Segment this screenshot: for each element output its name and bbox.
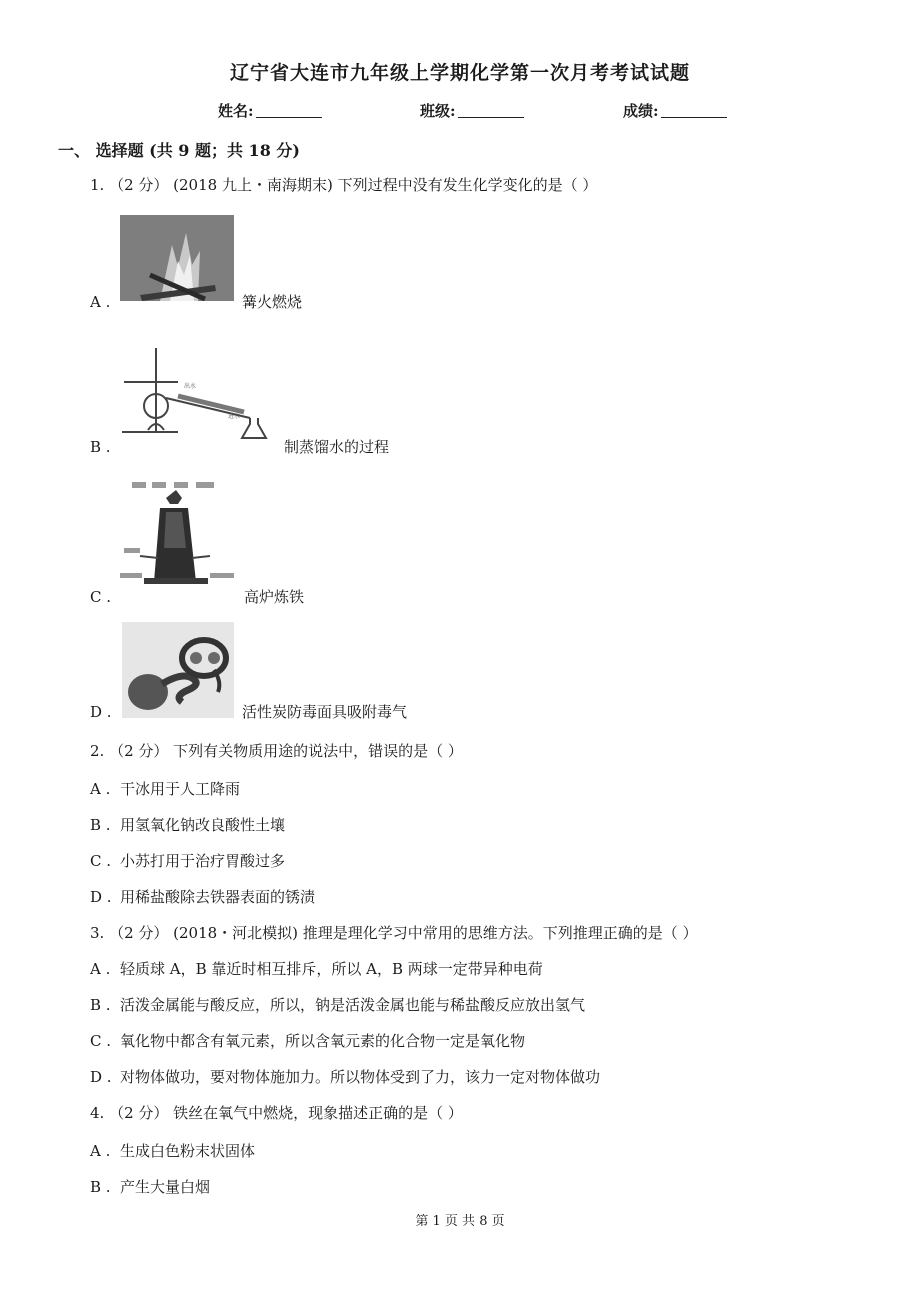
q3-option-d (90, 1066, 600, 1087)
question-4-stem: 4. （2 分） 铁丝在氧气中燃烧，现象描述正确的是（ ） (90, 1104, 463, 1122)
q1-option-c-text: 高炉炼铁 (244, 588, 305, 606)
question-1-stem: 1. （2 分） (2018 九上・南海期末) 下列过程中没有发生化学变化的是（ ） (90, 176, 598, 194)
section-heading: 一、 选择题 (共 9 题；共 18 分) (58, 141, 300, 160)
option-letter: D . (90, 888, 112, 906)
option-letter: B . (90, 1178, 111, 1196)
q1-option-b-text: 制蒸馏水的过程 (284, 438, 390, 456)
q1-option-b (90, 438, 120, 456)
q2-option-a (90, 778, 240, 799)
option-letter: D . (90, 703, 112, 721)
page-footer: 第 1 页 共 8 页 (415, 1214, 505, 1229)
score-blank (661, 103, 727, 118)
option-text: 活泼金属能与酸反应，所以，钠是活泼金属也能与稀盐酸反应放出氢气 (120, 996, 586, 1014)
campfire-photo (120, 215, 234, 301)
option-letter: A . (90, 960, 111, 978)
page-title: 辽宁省大连市九年级上学期化学第一次月考考试试题 (229, 62, 690, 84)
q3-option-b (90, 994, 585, 1015)
q4-option-b (90, 1176, 210, 1197)
option-letter: A . (90, 1142, 111, 1160)
option-text: 产生大量白烟 (120, 1178, 211, 1196)
distillation-apparatus-diagram (118, 344, 278, 440)
option-text: 小苏打用于治疗胃酸过多 (120, 852, 286, 870)
option-letter: A . (90, 780, 111, 798)
q3-option-a (90, 958, 543, 979)
name-blank (256, 103, 322, 118)
class-field (420, 100, 524, 121)
option-letter: C . (90, 588, 112, 606)
question-2-stem: 2. （2 分） 下列有关物质用途的说法中，错误的是（ ） (90, 742, 463, 760)
q4-option-a (90, 1140, 255, 1161)
option-text: 生成白色粉末状固体 (120, 1142, 256, 1160)
option-letter: C . (90, 852, 112, 870)
q2-option-d (90, 886, 315, 907)
name-field (218, 100, 322, 121)
name-label: 姓名: (218, 102, 254, 120)
option-text: 用氢氧化钠改良酸性土壤 (120, 816, 286, 834)
blast-furnace-diagram (118, 478, 238, 590)
q1-option-d-text: 活性炭防毒面具吸附毒气 (242, 703, 408, 721)
option-letter: B . (90, 438, 111, 456)
q3-option-c (90, 1030, 525, 1051)
gas-mask-photo (122, 622, 234, 718)
class-label: 班级: (420, 102, 456, 120)
score-field (623, 100, 727, 121)
q1-option-a (90, 293, 120, 311)
option-letter: D . (90, 1068, 112, 1086)
svg-text:出水: 出水 (184, 383, 197, 390)
option-text: 干冰用于人工降雨 (120, 780, 241, 798)
q1-option-d (90, 703, 120, 721)
option-letter: C . (90, 1032, 112, 1050)
option-letter: B . (90, 996, 111, 1014)
option-text: 氧化物中都含有氧元素，所以含氧元素的化合物一定是氧化物 (120, 1032, 526, 1050)
question-3-stem: 3. （2 分） (2018・河北模拟) 推理是理化学习中常用的思维方法。下列推理正确的是（ ） (90, 924, 698, 942)
option-text: 对物体做功，要对物体施加力。所以物体受到了力，该力一定对物体做功 (120, 1068, 601, 1086)
score-label: 成绩: (623, 102, 659, 120)
q2-option-c (90, 850, 285, 871)
class-blank (458, 103, 524, 118)
svg-text:进水: 进水 (228, 413, 241, 420)
option-letter: B . (90, 816, 111, 834)
option-text: 用稀盐酸除去铁器表面的锈渍 (120, 888, 316, 906)
q1-option-c (90, 588, 120, 606)
option-letter: A . (90, 293, 111, 311)
q2-option-b (90, 814, 285, 835)
option-text: 轻质球 A，B 靠近时相互排斥，所以 A，B 两球一定带异种电荷 (120, 960, 543, 978)
q1-option-a-text: 篝火燃烧 (242, 293, 303, 311)
